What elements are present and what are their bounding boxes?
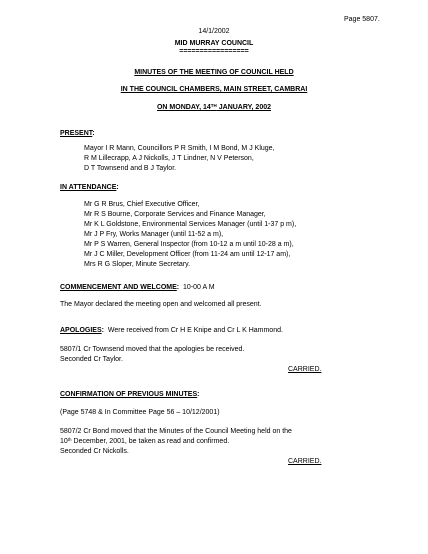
page-number: Page 5807. bbox=[344, 16, 380, 23]
commencement-text: The Mayor declared the meeting open and welcomed all present. bbox=[60, 301, 262, 308]
attendance-line: Mr J C Miller, Development Officer (from 11-24 am until 12-17 am), bbox=[84, 251, 291, 258]
confirmation-result: CARRIED. bbox=[288, 458, 322, 465]
apologies-result: CARRIED. bbox=[288, 366, 322, 373]
present-line: D T Townsend and B J Taylor. bbox=[84, 165, 177, 172]
commencement-time: 10-00 A M bbox=[183, 284, 215, 291]
present-list bbox=[84, 145, 275, 175]
heading-date-month: JANUARY, 2002 bbox=[216, 104, 272, 111]
confirmation-day-superscript: th bbox=[67, 437, 72, 442]
confirmation-motion-line1: 5807/2 Cr Bond moved that the Minutes of the Council Meeting held on the bbox=[60, 428, 292, 435]
apologies-text: Were received from Cr H E Knipe and Cr L K Hammond. bbox=[107, 327, 283, 334]
attendance-heading: IN ATTENDANCE: bbox=[60, 184, 119, 191]
apologies-motion: 5807/1 Cr Townsend moved that the apologies be received. bbox=[60, 346, 245, 353]
confirmation-day: 10 bbox=[60, 438, 68, 445]
attendance-list bbox=[84, 201, 296, 271]
present-line: Mayor I R Mann, Councillors P R Smith, I M Bond, M J Kluge, bbox=[84, 145, 275, 152]
attendance-line: Mrs R G Sloper, Minute Secretary. bbox=[84, 261, 191, 268]
confirmation-heading: CONFIRMATION OF PREVIOUS MINUTES: bbox=[60, 391, 200, 398]
attendance-line: Mr J P Fry, Works Manager (until 11-52 a m), bbox=[84, 231, 224, 238]
attendance-line: Mr K L Goldstone, Environmental Services Manager (until 1-37 p m), bbox=[84, 221, 297, 228]
confirmation-motion-line2 bbox=[60, 438, 229, 446]
present-label: PRESENT bbox=[60, 130, 93, 137]
apologies-result-text: CARRIED bbox=[288, 366, 320, 373]
confirmation-label: CONFIRMATION OF PREVIOUS MINUTES bbox=[60, 391, 198, 398]
attendance-label: IN ATTENDANCE bbox=[60, 184, 117, 191]
confirmation-seconded: Seconded Cr Nickolls. bbox=[60, 448, 129, 455]
attendance-line: Mr G R Brus, Chief Executive Officer, bbox=[84, 201, 200, 208]
commencement-label: COMMENCEMENT AND WELCOME bbox=[60, 284, 177, 291]
apologies-seconded: Seconded Cr Taylor. bbox=[60, 356, 123, 363]
apologies-label: APOLOGIES bbox=[60, 327, 102, 334]
present-heading: PRESENT: bbox=[60, 130, 95, 137]
heading-date bbox=[0, 104, 428, 112]
present-line: R M Lillecrapp, A J Nickolls, J T Lindner, N V Peterson, bbox=[84, 155, 254, 162]
attendance-line: Mr R S Bourne, Corporate Services and Finance Manager, bbox=[84, 211, 266, 218]
confirmation-rest: December, 2001, be taken as read and confirmed. bbox=[71, 438, 230, 445]
meeting-date: 14/1/2002 bbox=[198, 28, 230, 35]
confirmation-ref: (Page 5748 & In Committee Page 56 – 10/12/2001) bbox=[60, 409, 220, 416]
attendance-line: Mr P S Warren, General Inspector (from 10-12 a m until 10-28 a m), bbox=[84, 241, 294, 248]
commencement-heading: COMMENCEMENT AND WELCOME: 10-00 A M bbox=[60, 284, 215, 291]
council-name-rule: ================= bbox=[179, 48, 249, 55]
apologies-heading: APOLOGIES: Were received from Cr H E Knipe and Cr L K Hammond. bbox=[60, 327, 283, 334]
heading-location: IN THE COUNCIL CHAMBERS, MAIN STREET, CAMBRAI bbox=[120, 86, 308, 93]
heading-minutes: MINUTES OF THE MEETING OF COUNCIL HELD bbox=[134, 69, 294, 76]
heading-date-main: ON MONDAY, 14 bbox=[156, 104, 211, 111]
heading-date-superscript: TH bbox=[210, 103, 217, 108]
council-name: MID MURRAY COUNCIL bbox=[174, 40, 254, 47]
confirmation-result-text: CARRIED bbox=[288, 458, 320, 465]
